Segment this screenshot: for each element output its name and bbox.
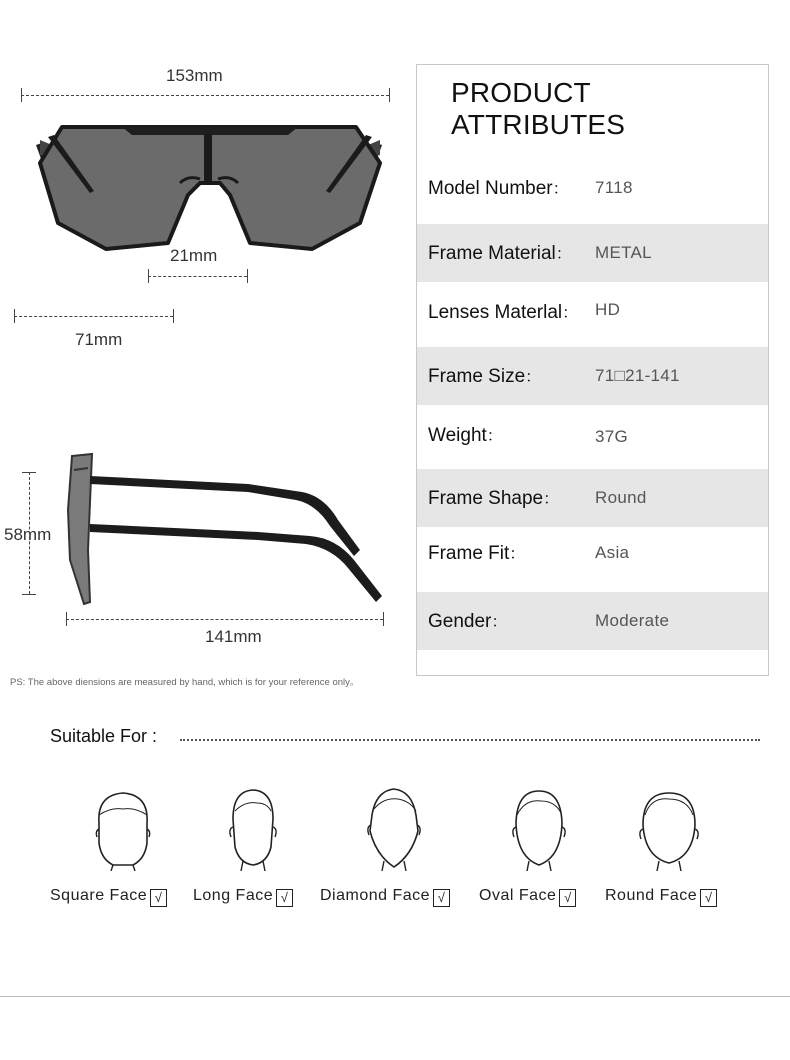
attr-value: 37G (595, 427, 629, 446)
check-icon: √ (276, 889, 293, 907)
attr-row-gender (417, 592, 768, 650)
attr-row-frame-shape (417, 469, 768, 527)
attr-key: Model Number： (428, 178, 569, 199)
face-label-round: Round Face √ (605, 887, 717, 907)
dim-label-21: 21mm (170, 246, 218, 265)
dim-line-153 (21, 95, 389, 96)
attr-key: Lenses Materlal： (428, 302, 579, 323)
dim-line-141 (66, 619, 383, 620)
attr-key: Frame Material： (428, 243, 572, 264)
product-attributes-panel (416, 64, 769, 676)
dim-line-58 (29, 472, 30, 594)
attr-key: Weight： (428, 425, 503, 446)
sunglasses-side-image (62, 450, 392, 610)
attr-value: Asia (595, 543, 630, 562)
attr-row-lenses-material (417, 283, 768, 341)
dim-label-153: 153mm (166, 66, 223, 85)
face-label-square: Square Face √ (50, 887, 167, 907)
attr-row-frame-size (417, 347, 768, 405)
attr-row-weight (417, 408, 768, 466)
bottom-divider (0, 996, 790, 997)
long-face-icon (213, 785, 293, 871)
sunglasses-front-image (30, 115, 390, 260)
attr-key: Frame Shape： (428, 488, 560, 509)
check-icon: √ (433, 889, 450, 907)
oval-face-icon (499, 785, 579, 871)
attr-value: Round (595, 488, 647, 507)
dim-cap (21, 88, 22, 102)
dim-label-141: 141mm (205, 627, 262, 646)
attr-key: Gender： (428, 611, 508, 632)
attr-row-frame-fit (417, 527, 768, 585)
check-icon: √ (559, 889, 576, 907)
attr-value: HD (595, 300, 621, 319)
dim-cap (22, 472, 36, 473)
dim-cap (22, 594, 36, 595)
attr-value: 7118 (595, 178, 633, 197)
attributes-title: PRODUCT ATTRIBUTES (451, 77, 626, 140)
measurement-note: PS: The above diensions are measured by hand, which is for your reference only。 (10, 677, 360, 688)
dim-cap (389, 88, 390, 102)
attr-value: Moderate (595, 611, 670, 630)
dim-cap (66, 612, 67, 626)
dim-cap (148, 269, 149, 283)
dim-cap (247, 269, 248, 283)
face-label-long: Long Face √ (193, 887, 293, 907)
dim-label-58: 58mm (4, 525, 52, 544)
dim-label-71: 71mm (75, 330, 123, 349)
dim-cap (383, 612, 384, 626)
attr-key: Frame Fit： (428, 543, 526, 564)
attr-row-model-number (417, 159, 768, 217)
dim-line-71 (14, 316, 173, 317)
dim-cap (14, 309, 15, 323)
attr-value: METAL (595, 243, 652, 262)
round-face-icon (629, 785, 709, 871)
face-label-diamond: Diamond Face √ (320, 887, 450, 907)
square-face-icon (83, 785, 163, 871)
attr-row-frame-material (417, 224, 768, 282)
face-label-oval: Oval Face √ (479, 887, 576, 907)
attr-key: Frame Size： (428, 366, 542, 387)
suitable-for-label: Suitable For : (50, 726, 158, 746)
attr-value: 71□21-141 (595, 366, 680, 385)
diamond-face-icon (354, 785, 434, 871)
dotted-divider (180, 739, 760, 741)
dim-cap (173, 309, 174, 323)
check-icon: √ (700, 889, 717, 907)
dim-line-21 (148, 276, 247, 277)
check-icon: √ (150, 889, 167, 907)
